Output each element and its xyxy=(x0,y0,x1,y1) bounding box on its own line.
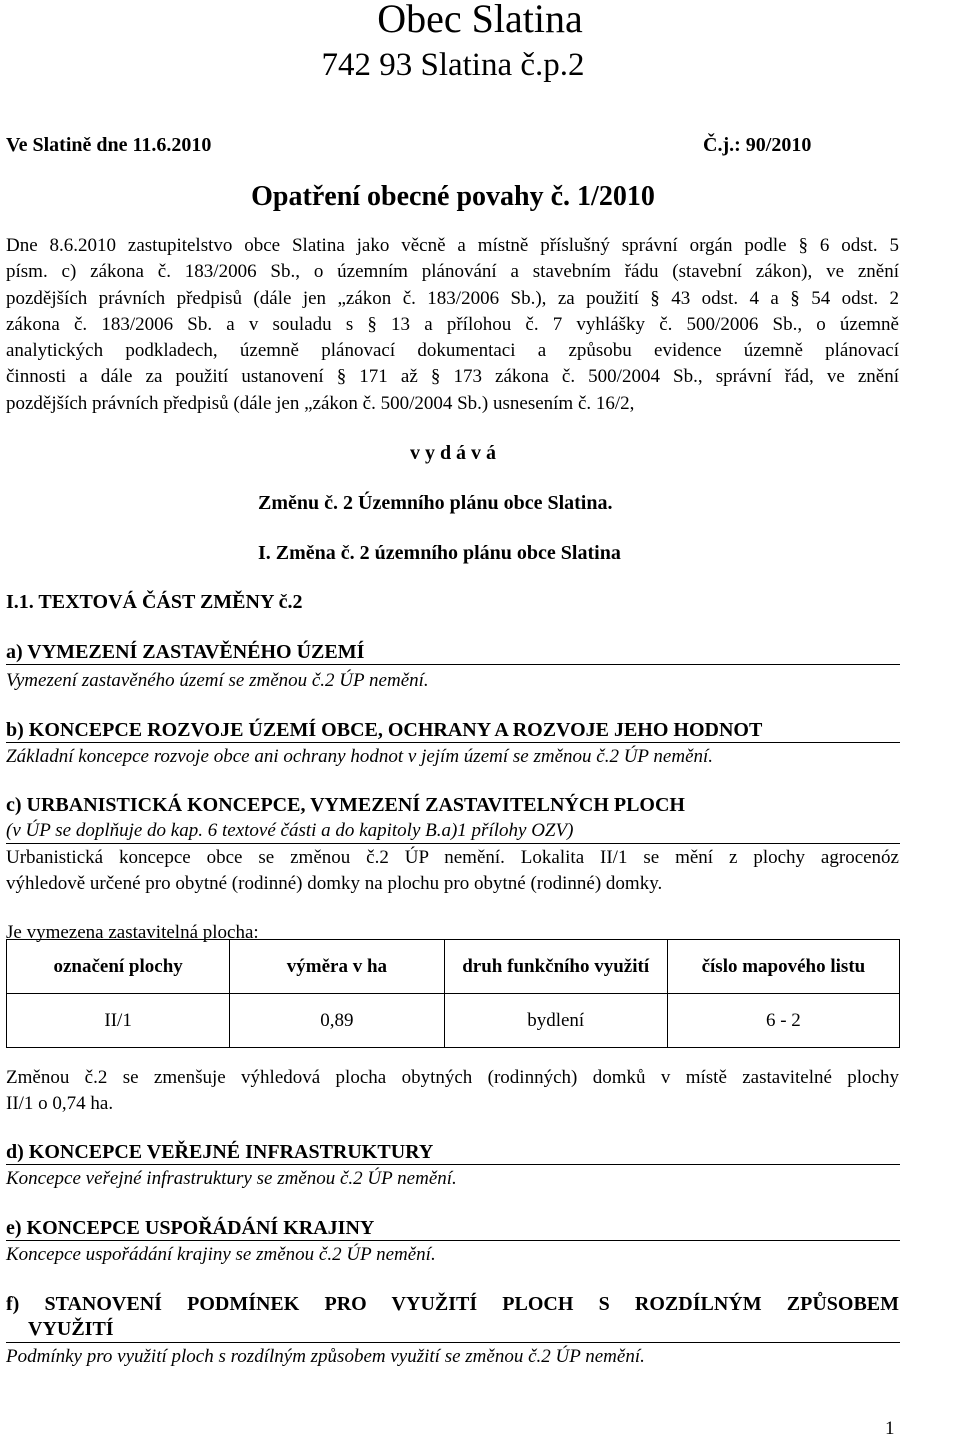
document-title: Opatření obecné povahy č. 1/2010 xyxy=(251,181,655,212)
table-header-cell: označení plochy xyxy=(7,940,230,994)
section-c-after-line: II/1 o 0,74 ha. xyxy=(6,1092,114,1114)
table-row xyxy=(7,994,900,1048)
section-e-rule xyxy=(6,1240,900,1241)
table-header-cell: výměra v ha xyxy=(230,940,444,994)
section-d-rule xyxy=(6,1164,900,1165)
change-subtitle: I. Změna č. 2 územního plánu obce Slatina xyxy=(258,542,621,564)
intro-line: analytických podkladech, územně plánovací dokumentaci a způsobu evidence územně plánovací xyxy=(6,340,899,362)
section-f-heading xyxy=(6,1292,899,1342)
section-f-heading-line: f) STANOVENÍ PODMÍNEK PRO VYUŽITÍ PLOCH S ROZDÍLNÝM ZPŮSOBEM xyxy=(6,1293,899,1315)
section-a-rule xyxy=(6,664,900,665)
section-c-text-line: Urbanistická koncepce obce se změnou č.2 ÚP nemění. Lokalita II/1 se mění z plochy agrocenóz xyxy=(6,847,899,868)
zoning-table xyxy=(6,939,900,1048)
section-e-heading: e) KONCEPCE USPOŘÁDÁNÍ KRAJINY xyxy=(6,1217,375,1239)
municipality-title: Obec Slatina xyxy=(377,0,583,41)
change-title: Změnu č. 2 Územního plánu obce Slatina. xyxy=(258,492,613,514)
table-cell: 6 - 2 xyxy=(667,994,899,1048)
table-cell: bydlení xyxy=(444,994,667,1048)
municipality-address: 742 93 Slatina č.p.2 xyxy=(321,47,585,83)
page-number: 1 xyxy=(885,1418,895,1439)
section-b-rule xyxy=(6,742,900,743)
intro-line: Dne 8.6.2010 zastupitelstvo obce Slatina jako věcně a místně příslušný správní orgán podle § 6 odst. 5 xyxy=(6,235,899,256)
section-c-after-line: Změnou č.2 se zmenšuje výhledová plocha obytných (rodinných) domků v místě zastavitelné plochy xyxy=(6,1067,899,1088)
place-date: Ve Slatině dne 11.6.2010 xyxy=(6,134,212,156)
intro-paragraph xyxy=(6,233,899,417)
table-header-cell: druh funkčního využití xyxy=(444,940,667,994)
section-f-rule xyxy=(6,1342,900,1343)
section-b-heading: b) KONCEPCE ROZVOJE ÚZEMÍ OBCE, OCHRANY A ROZVOJE JEHO HODNOT xyxy=(6,719,763,741)
intro-line: zákona č. 183/2006 Sb. a v souladu s § 13 a přílohou č. 7 vyhlášky č. 500/2006 Sb., o územně xyxy=(6,313,899,335)
table-header-cell: číslo mapového listu xyxy=(667,940,899,994)
section-c-rule xyxy=(6,843,900,844)
section-c-heading: c) URBANISTICKÁ KONCEPCE, VYMEZENÍ ZASTAVITELNÝCH PLOCH xyxy=(6,794,685,816)
table-cell: II/1 xyxy=(7,994,230,1048)
part-title: I.1. TEXTOVÁ ČÁST ZMĚNY č.2 xyxy=(6,591,303,613)
issue-word: v y d á v á xyxy=(409,442,497,464)
section-d-text: Koncepce veřejné infrastruktury se změnou č.2 ÚP nemění. xyxy=(6,1168,457,1189)
intro-line: písm. c) zákona č. 183/2006 Sb., o územním plánování a stavebním řádu (stavební zákon), ve znění xyxy=(6,261,899,283)
intro-line: pozdějších právních předpisů (dále jen „zákon č. 500/2004 Sb.) usnesením č. 16/2, xyxy=(6,392,635,414)
section-c-after-text xyxy=(6,1065,899,1116)
intro-line: pozdějších právních předpisů (dále jen „zákon č. 183/2006 Sb.), za použití § 43 odst. 4 a § 54 odst. 2 xyxy=(6,287,899,309)
reference-number: Č.j.: 90/2010 xyxy=(703,134,812,156)
section-b-text: Základní koncepce rozvoje obce ani ochrany hodnot v jejím území se změnou č.2 ÚP nemění. xyxy=(6,746,714,767)
intro-line: činnosti a dále za použití ustanovení § 171 až § 173 zákona č. 500/2004 Sb., správní řád, ve znění xyxy=(6,366,899,388)
section-a-text: Vymezení zastavěného území se změnou č.2 ÚP nemění. xyxy=(6,670,429,691)
section-e-text: Koncepce uspořádání krajiny se změnou č.2 ÚP nemění. xyxy=(6,1244,436,1265)
section-c-note: (v ÚP se doplňuje do kap. 6 textové části a do kapitoly B.a)1 přílohy OZV) xyxy=(6,820,574,841)
section-f-text: Podmínky pro využití ploch s rozdílným způsobem využití se změnou č.2 ÚP nemění. xyxy=(6,1346,645,1367)
table-cell: 0,89 xyxy=(230,994,444,1048)
table-header-row xyxy=(7,940,900,994)
table-intro: Je vymezena zastavitelná plocha: xyxy=(6,922,259,943)
section-a-heading: a) VYMEZENÍ ZASTAVĚNÉHO ÚZEMÍ xyxy=(6,641,365,663)
section-d-heading: d) KONCEPCE VEŘEJNÉ INFRASTRUKTURY xyxy=(6,1141,434,1163)
section-f-heading-line: VYUŽITÍ xyxy=(28,1318,114,1340)
section-c-text-line: výhledově určené pro obytné (rodinné) domky na plochu pro obytné (rodinné) domky. xyxy=(6,872,663,894)
section-c-text xyxy=(6,845,899,896)
